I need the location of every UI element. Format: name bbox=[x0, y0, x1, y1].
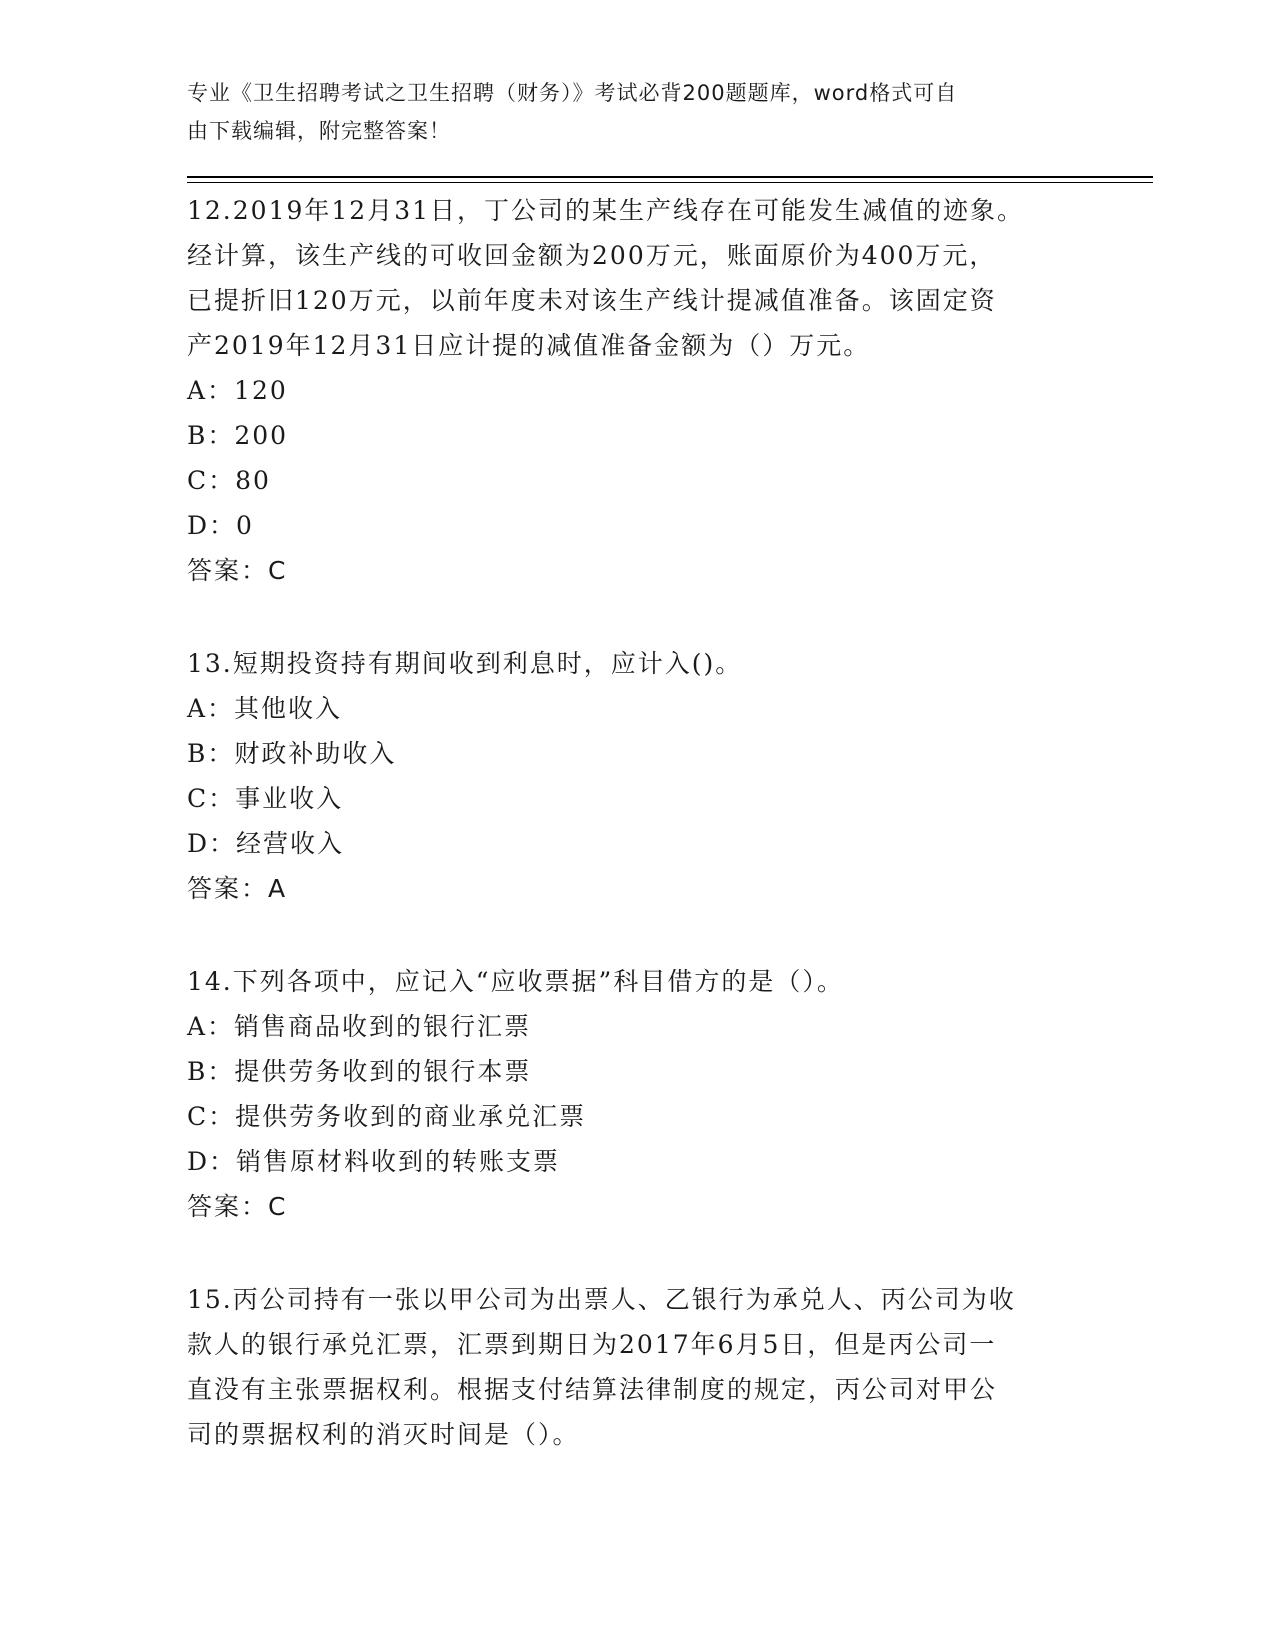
question-stem-line: 14.下列各项中，应记入“应收票据”科目借方的是（）。 bbox=[187, 967, 844, 996]
header-line-2: 由下载编辑，附完整答案！ bbox=[187, 119, 451, 143]
option-a: A：其他收入 bbox=[187, 694, 343, 723]
question-14 bbox=[187, 959, 1087, 1229]
option-d: D：经营收入 bbox=[187, 829, 345, 858]
option-c: C：80 bbox=[187, 466, 271, 495]
header-line-1: 专业《卫生招聘考试之卫生招聘（财务）》考试必背200题题库，word格式可自 bbox=[187, 81, 958, 105]
option-b: B：200 bbox=[187, 421, 289, 450]
answer-line: 答案：A bbox=[187, 874, 288, 903]
option-a: A：销售商品收到的银行汇票 bbox=[187, 1012, 532, 1041]
option-d: D：销售原材料收到的转账支票 bbox=[187, 1147, 561, 1176]
question-stem-line: 已提折旧120万元，以前年度未对该生产线计提减值准备。该固定资 bbox=[187, 286, 997, 315]
question-stem-line: 司的票据权利的消灭时间是（）。 bbox=[187, 1420, 580, 1449]
option-c: C：提供劳务收到的商业承兑汇票 bbox=[187, 1102, 587, 1131]
question-12 bbox=[187, 188, 1087, 593]
answer-line: 答案：C bbox=[187, 1192, 288, 1221]
question-15 bbox=[187, 1277, 1087, 1457]
question-list bbox=[187, 188, 1087, 1505]
option-c: C：事业收入 bbox=[187, 784, 344, 813]
question-stem-line: 12.2019年12月31日，丁公司的某生产线存在可能发生减值的迹象。 bbox=[187, 196, 1025, 225]
option-a: A：120 bbox=[187, 376, 288, 405]
question-stem-line: 13.短期投资持有期间收到利息时，应计入()。 bbox=[187, 649, 743, 678]
answer-line: 答案：C bbox=[187, 556, 288, 585]
question-stem-line: 产2019年12月31日应计提的减值准备金额为（）万元。 bbox=[187, 331, 871, 360]
option-b: B：财政补助收入 bbox=[187, 739, 397, 768]
document-header bbox=[187, 74, 1067, 150]
option-b: B：提供劳务收到的银行本票 bbox=[187, 1057, 532, 1086]
header-divider-thin bbox=[187, 182, 1153, 183]
question-stem-line: 经计算，该生产线的可收回金额为200万元，账面原价为400万元， bbox=[187, 241, 997, 270]
question-13 bbox=[187, 641, 1087, 911]
header-divider-thick bbox=[187, 176, 1153, 178]
question-stem-line: 款人的银行承兑汇票，汇票到期日为2017年6月5日，但是丙公司一 bbox=[187, 1330, 997, 1359]
option-d: D：0 bbox=[187, 511, 254, 540]
question-stem-line: 15.丙公司持有一张以甲公司为出票人、乙银行为承兑人、丙公司为收 bbox=[187, 1285, 1016, 1314]
question-stem-line: 直没有主张票据权利。根据支付结算法律制度的规定，丙公司对甲公 bbox=[187, 1375, 998, 1404]
